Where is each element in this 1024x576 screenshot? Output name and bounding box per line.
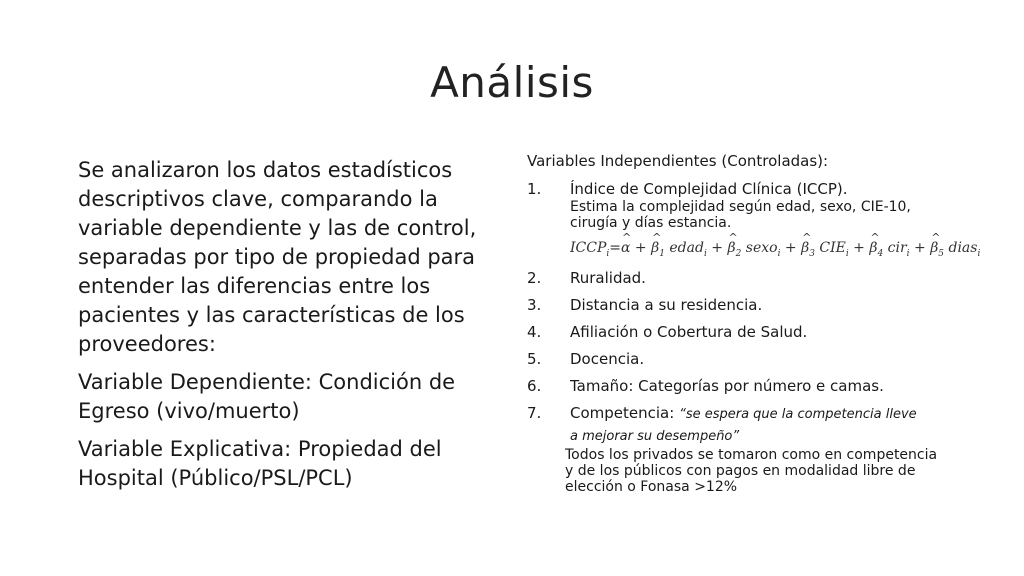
- list-item-label: Docencia.: [570, 349, 645, 368]
- slide-title: Análisis: [430, 58, 594, 107]
- list-number: 7.: [527, 403, 542, 422]
- list-number: 5.: [527, 349, 542, 368]
- list-item-label: Ruralidad.: [570, 268, 646, 287]
- competition-quote: “se espera que la competencia lleve: [679, 406, 917, 422]
- formula-term: CIE: [819, 240, 846, 256]
- formula-term: ^ β: [869, 238, 877, 258]
- competition-quote-continued: a mejorar su desempeño”: [570, 428, 740, 444]
- dependent-variable-paragraph: Variable Dependiente: Condición de Egreso (vivo/muerto): [78, 370, 456, 423]
- list-item-label: Competencia:: [570, 403, 675, 422]
- formula-sub: 1: [659, 248, 665, 259]
- independent-variables-heading: Variables Independientes (Controladas):: [527, 152, 829, 170]
- formula-sub: 3: [809, 248, 815, 259]
- formula-term: dias: [948, 240, 978, 256]
- formula-sub: i: [977, 248, 981, 259]
- formula-lhs: ICCP: [570, 240, 607, 256]
- formula-sub: i: [703, 248, 707, 259]
- formula-sub: 4: [877, 248, 884, 259]
- formula-sub: 5: [938, 248, 945, 259]
- list-item: [527, 403, 947, 425]
- list-item-label: Distancia a su residencia.: [570, 295, 763, 314]
- formula-term: ^ β: [727, 238, 735, 258]
- list-number: 4.: [527, 322, 542, 341]
- formula-sub: i: [906, 248, 910, 259]
- list-number: 3.: [527, 295, 542, 314]
- formula-term: sexo: [745, 240, 778, 256]
- formula-term: ^ α: [621, 238, 630, 258]
- right-body: [527, 151, 981, 495]
- independent-variables-list: [527, 179, 947, 231]
- left-body: [78, 156, 498, 502]
- formula-sub: 2: [735, 248, 742, 259]
- list-item: [527, 349, 947, 369]
- independent-variables-list-continued: [527, 268, 947, 425]
- list-number: 1.: [527, 180, 542, 198]
- list-number: 2.: [527, 268, 542, 287]
- list-item: [527, 268, 947, 288]
- list-number: 6.: [527, 376, 542, 395]
- list-item: [527, 295, 947, 315]
- list-item-label: Tamaño: Categorías por número e camas.: [570, 376, 884, 395]
- competition-note: Todos los privados se tomaron como en competencia y de los públicos con pagos en modalidad libre de elección o Fonasa >12%: [565, 446, 938, 495]
- formula-term: ^ β: [930, 238, 938, 258]
- list-item-label: Índice de Complejidad Clínica (ICCP).: [570, 180, 848, 198]
- formula-sub: i: [845, 248, 849, 259]
- formula-term: ^ β: [801, 238, 809, 258]
- list-item: [527, 179, 947, 231]
- list-item: [527, 322, 947, 342]
- iccp-formula: $ICCP_i=\^{}$ α + ^ $\beta_1$ edad$_i$ + ^ $\beta_2$ sexo$_i$ + ^ $\beta_3$ $CIE_i$ + ^ $\beta_4$ cir$_i$ + ^ $\beta_5$ dias$_i$: [570, 238, 947, 264]
- formula-term: edad: [669, 240, 704, 256]
- formula-sub: i: [606, 248, 610, 259]
- list-item-sub: Estima la complejidad según edad, sexo, CIE-10, cirugía y días estancia.: [570, 199, 911, 231]
- formula-sub: i: [777, 248, 781, 259]
- list-item: [527, 376, 947, 396]
- list-item-label: Afiliación o Cobertura de Salud.: [570, 322, 808, 341]
- explanatory-variable-paragraph: Variable Explicativa: Propiedad del Hospital (Público/PSL/PCL): [78, 437, 442, 490]
- formula-term: cir: [887, 240, 907, 256]
- intro-paragraph: Se analizaron los datos estadísticos descriptivos clave, comparando la variable dependiente y las de control, separadas por tipo de propiedad para entender las diferencias entre los pacientes y las características de los proveedores:: [78, 158, 477, 356]
- formula-term: ^ β: [651, 238, 659, 258]
